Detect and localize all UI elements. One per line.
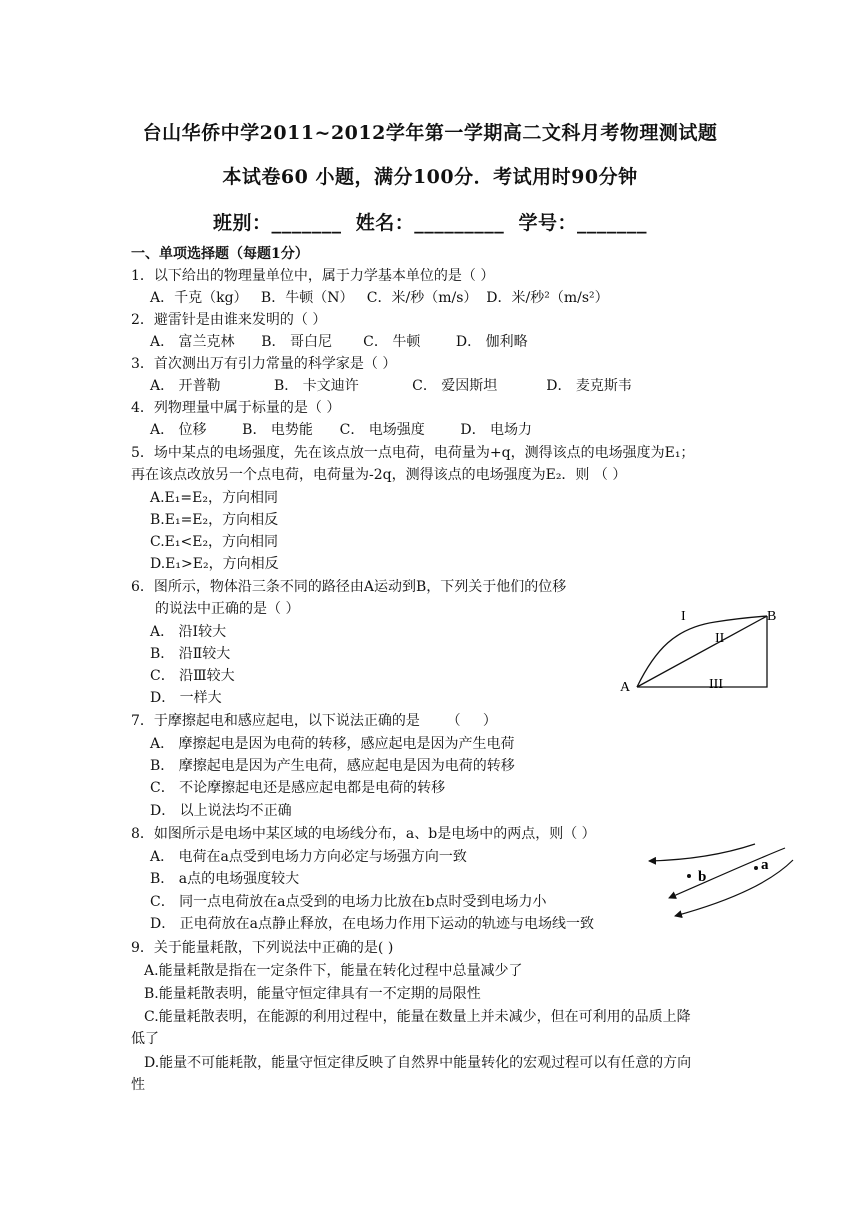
- q2-stem: 2．避雷针是由谁来发明的（ ）: [131, 312, 327, 328]
- q8-field-line-figure: [645, 838, 795, 923]
- q5-option-b: B.E₁=E₂，方向相反: [150, 512, 279, 528]
- path-ii-label: II: [715, 631, 725, 646]
- point-a-dot: [754, 866, 758, 870]
- q8-option-b: B． a点的电场强度较大: [150, 871, 300, 887]
- q9-option-d-line1: D.能量不可能耗散，能量守恒定律反映了自然界中能量转化的宏观过程可以有任意的方向: [144, 1055, 692, 1071]
- q8-option-c: C． 同一点电荷放在a点受到的电场力比放在b点时受到电场力小: [150, 894, 547, 910]
- q6-stem-line1: 6．图所示，物体沿三条不同的路径由A运动到B，下列关于他们的位移: [131, 579, 567, 595]
- q7-option-c: C． 不论摩擦起电还是感应起电都是电荷的转移: [150, 780, 446, 796]
- point-b-label: B: [767, 609, 777, 624]
- path-iii-label: III: [709, 677, 723, 692]
- exam-title: 台山华侨中学2011~2012学年第一学期高二文科月考物理测试题: [142, 122, 718, 144]
- q9-option-b: B.能量耗散表明，能量守恒定律具有一不定期的局限性: [144, 986, 481, 1002]
- q7-stem: 7．于摩擦起电和感应起电，以下说法正确的是 （ ）: [131, 713, 497, 729]
- point-b-dot: [687, 874, 691, 878]
- q6-option-a: A． 沿Ⅰ较大: [150, 624, 227, 640]
- path-i-label: I: [681, 609, 686, 624]
- q9-option-a: A.能量耗散是指在一定条件下，能量在转化过程中总量减少了: [144, 963, 523, 979]
- q9-option-c-line1: C.能量耗散表明，在能源的利用过程中，能量在数量上并未减少，但在可利用的品质上降: [144, 1009, 691, 1025]
- q4-stem: 4．列物理量中属于标量的是（ ）: [131, 400, 341, 416]
- point-a-label: a: [761, 857, 769, 873]
- q5-stem-line1: 5．场中某点的电场强度，先在该点放一点电荷，电荷量为+q，测得该点的电场强度为E₁；: [131, 445, 695, 461]
- section-heading: 一、单项选择题（每题1分）: [131, 246, 309, 262]
- point-a-label: A: [620, 680, 631, 695]
- q5-stem-line2: 再在该点改放另一个点电荷，电荷量为-2q，测得该点的电场强度为E₂．则 （ ）: [131, 467, 627, 483]
- field-line-top: [649, 844, 755, 861]
- q3-options: A． 开普勒 B． 卡文迪许 C． 爱因斯坦 D． 麦克斯韦: [150, 378, 632, 394]
- q9-option-d-line2: 性: [131, 1077, 145, 1093]
- q9-option-c-line2: 低了: [131, 1031, 159, 1047]
- path-straight-ii: [637, 616, 767, 687]
- q3-stem: 3．首次测出万有引力常量的科学家是（ ）: [131, 356, 397, 372]
- student-info-line: 班别：_______ 姓名：_________ 学号：_______: [213, 212, 647, 234]
- q6-option-c: C． 沿Ⅲ较大: [150, 668, 235, 684]
- q9-stem: 9．关于能量耗散，下列说法中正确的是( ): [131, 940, 394, 956]
- q1-stem: 1．以下给出的物理量单位中，属于力学基本单位的是（ ）: [131, 268, 495, 284]
- q6-option-d: D． 一样大: [150, 690, 222, 706]
- q8-stem: 8．如图所示是电场中某区域的电场线分布，a、b是电场中的两点，则（ ）: [131, 826, 596, 842]
- q8-option-d: D． 正电荷放在a点静止释放，在电场力作用下运动的轨迹与电场线一致: [150, 916, 595, 932]
- q6-stem-line2: 的说法中正确的是（ ）: [155, 601, 300, 617]
- q6-option-b: B． 沿Ⅱ较大: [150, 646, 231, 662]
- q7-option-b: B． 摩擦起电是因为产生电荷，感应起电是因为电荷的转移: [150, 758, 515, 774]
- exam-subtitle: 本试卷60 小题，满分100分．考试用时90分钟: [222, 166, 638, 188]
- q7-option-d: D． 以上说法均不正确: [150, 803, 292, 819]
- point-b-label: b: [698, 869, 707, 885]
- q4-options: A． 位移 B． 电势能 C． 电场强度 D． 电场力: [150, 422, 533, 438]
- q5-option-d: D.E₁>E₂，方向相反: [150, 556, 279, 572]
- field-line-middle: [669, 848, 785, 898]
- q6-path-figure: [615, 600, 785, 700]
- q7-option-a: A． 摩擦起电是因为电荷的转移，感应起电是因为产生电荷: [150, 736, 515, 752]
- q2-options: A． 富兰克林 B． 哥白尼 C． 牛顿 D． 伽利略: [150, 334, 528, 350]
- q5-option-a: A.E₁=E₂，方向相同: [150, 490, 278, 506]
- q5-option-c: C.E₁<E₂，方向相同: [150, 534, 279, 550]
- q1-options: A．千克（kg） B．牛顿（N） C．米/秒（m/s） D．米/秒²（m/s²）: [150, 290, 609, 306]
- q8-option-a: A． 电荷在a点受到电场力方向必定与场强方向一致: [150, 849, 467, 865]
